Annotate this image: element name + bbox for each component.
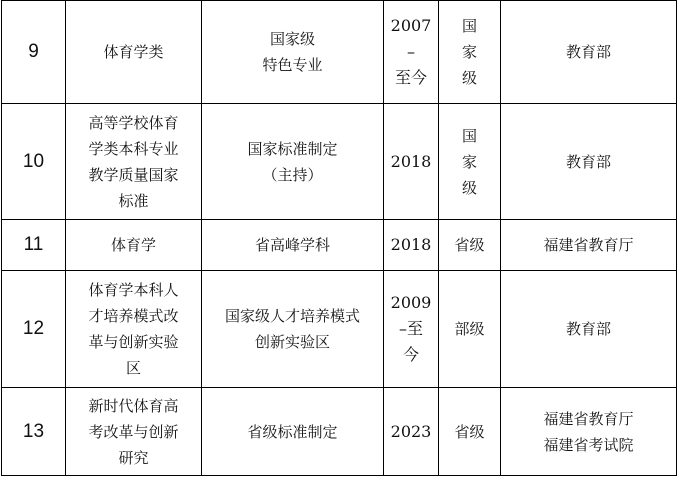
project-year: 2018 <box>384 220 439 271</box>
project-level: 部级 <box>439 271 501 388</box>
project-name: 体育学类 <box>66 1 202 104</box>
project-category: 国家级 特色专业 <box>202 1 384 104</box>
project-category: 省级标准制定 <box>202 388 384 476</box>
table-row <box>2 271 677 388</box>
project-year: 2023 <box>384 388 439 476</box>
row-number: 12 <box>2 271 66 388</box>
row-number: 13 <box>2 388 66 476</box>
row-number: 9 <box>2 1 66 104</box>
granting-authority: 福建省教育厅 福建省考试院 <box>501 388 677 476</box>
project-level: 省级 <box>439 388 501 476</box>
project-level: 省级 <box>439 220 501 271</box>
project-name: 高等学校体育 学类本科专业 教学质量国家 标准 <box>66 104 202 220</box>
table-row <box>2 388 677 476</box>
achievements-table <box>1 0 677 476</box>
granting-authority: 教育部 <box>501 1 677 104</box>
project-name: 新时代体育高 考改革与创新 研究 <box>66 388 202 476</box>
granting-authority: 教育部 <box>501 271 677 388</box>
granting-authority: 教育部 <box>501 104 677 220</box>
project-year: 2007 – 至今 <box>384 1 439 104</box>
project-level: 国 家 级 <box>439 104 501 220</box>
table-row <box>2 220 677 271</box>
table-row <box>2 104 677 220</box>
table-row <box>2 1 677 104</box>
project-level: 国 家 级 <box>439 1 501 104</box>
project-name: 体育学本科人 才培养模式改 革与创新实验 区 <box>66 271 202 388</box>
project-name: 体育学 <box>66 220 202 271</box>
granting-authority: 福建省教育厅 <box>501 220 677 271</box>
project-category: 国家级人才培养模式 创新实验区 <box>202 271 384 388</box>
project-category: 省高峰学科 <box>202 220 384 271</box>
row-number: 10 <box>2 104 66 220</box>
project-year: 2009 –至 今 <box>384 271 439 388</box>
project-year: 2018 <box>384 104 439 220</box>
project-category: 国家标准制定 （主持） <box>202 104 384 220</box>
row-number: 11 <box>2 220 66 271</box>
